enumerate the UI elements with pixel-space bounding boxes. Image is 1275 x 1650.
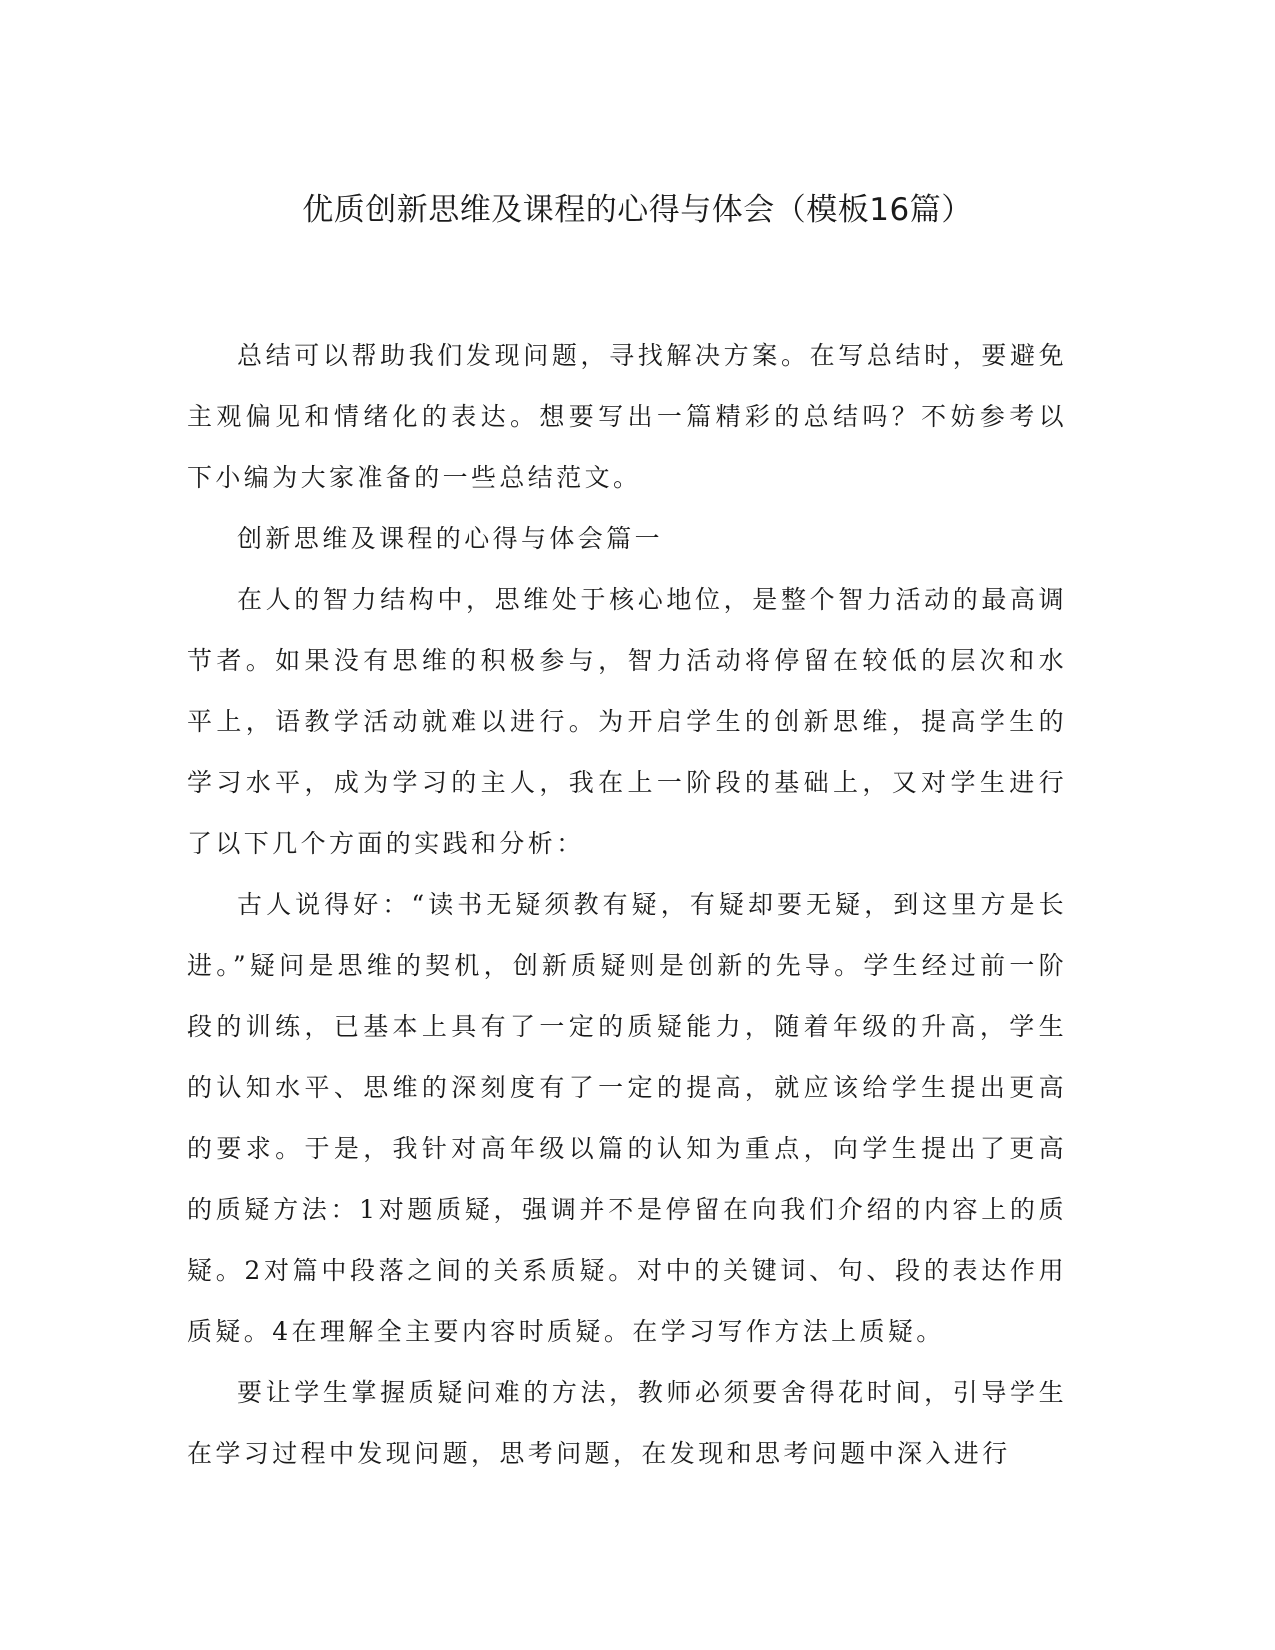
intro-paragraph: 总结可以帮助我们发现问题，寻找解决方案。在写总结时，要避免主观偏见和情绪化的表达。想要写出一篇精彩的总结吗？不妨参考以下小编为大家准备的一些总结范文。 (187, 341, 1067, 492)
body-paragraph: 古人说得好：“读书无疑须教有疑，有疑却要无疑，到这里方是长进。”疑问是思维的契机，创新质疑则是创新的先导。学生经过前一阶段的训练，已基本上具有了一定的质疑能力，随着年级的升高，学生的认知水平、思维的深刻度有了一定的提高，就应该给学生提出更高的要求。于是，我针对高年级以篇的认知为重点，向学生提出了更高的质疑方法：1对题质疑，强调并不是停留在向我们介绍的内容上的质疑。2对篇中段落之间的关系质疑。对中的关键词、句、段的表达作用质疑。4在理解全主要内容时质疑。在学习写作方法上质疑。 (187, 890, 1067, 1346)
section-heading: 创新思维及课程的心得与体会篇一 (237, 524, 664, 553)
body-paragraph: 要让学生掌握质疑问难的方法，教师必须要舍得花时间，引导学生在学习过程中发现问题，思考问题，在发现和思考问题中深入进行 (187, 1378, 1067, 1468)
document-title: 优质创新思维及课程的心得与体会（模板16篇） (302, 192, 973, 228)
body-paragraph: 在人的智力结构中，思维处于核心地位，是整个智力活动的最高调节者。如果没有思维的积极参与，智力活动将停留在较低的层次和水平上，语教学活动就难以进行。为开启学生的创新思维，提高学生的学习水平，成为学习的主人，我在上一阶段的基础上，又对学生进行了以下几个方面的实践和分析： (187, 585, 1067, 858)
document-body (187, 325, 1067, 1484)
